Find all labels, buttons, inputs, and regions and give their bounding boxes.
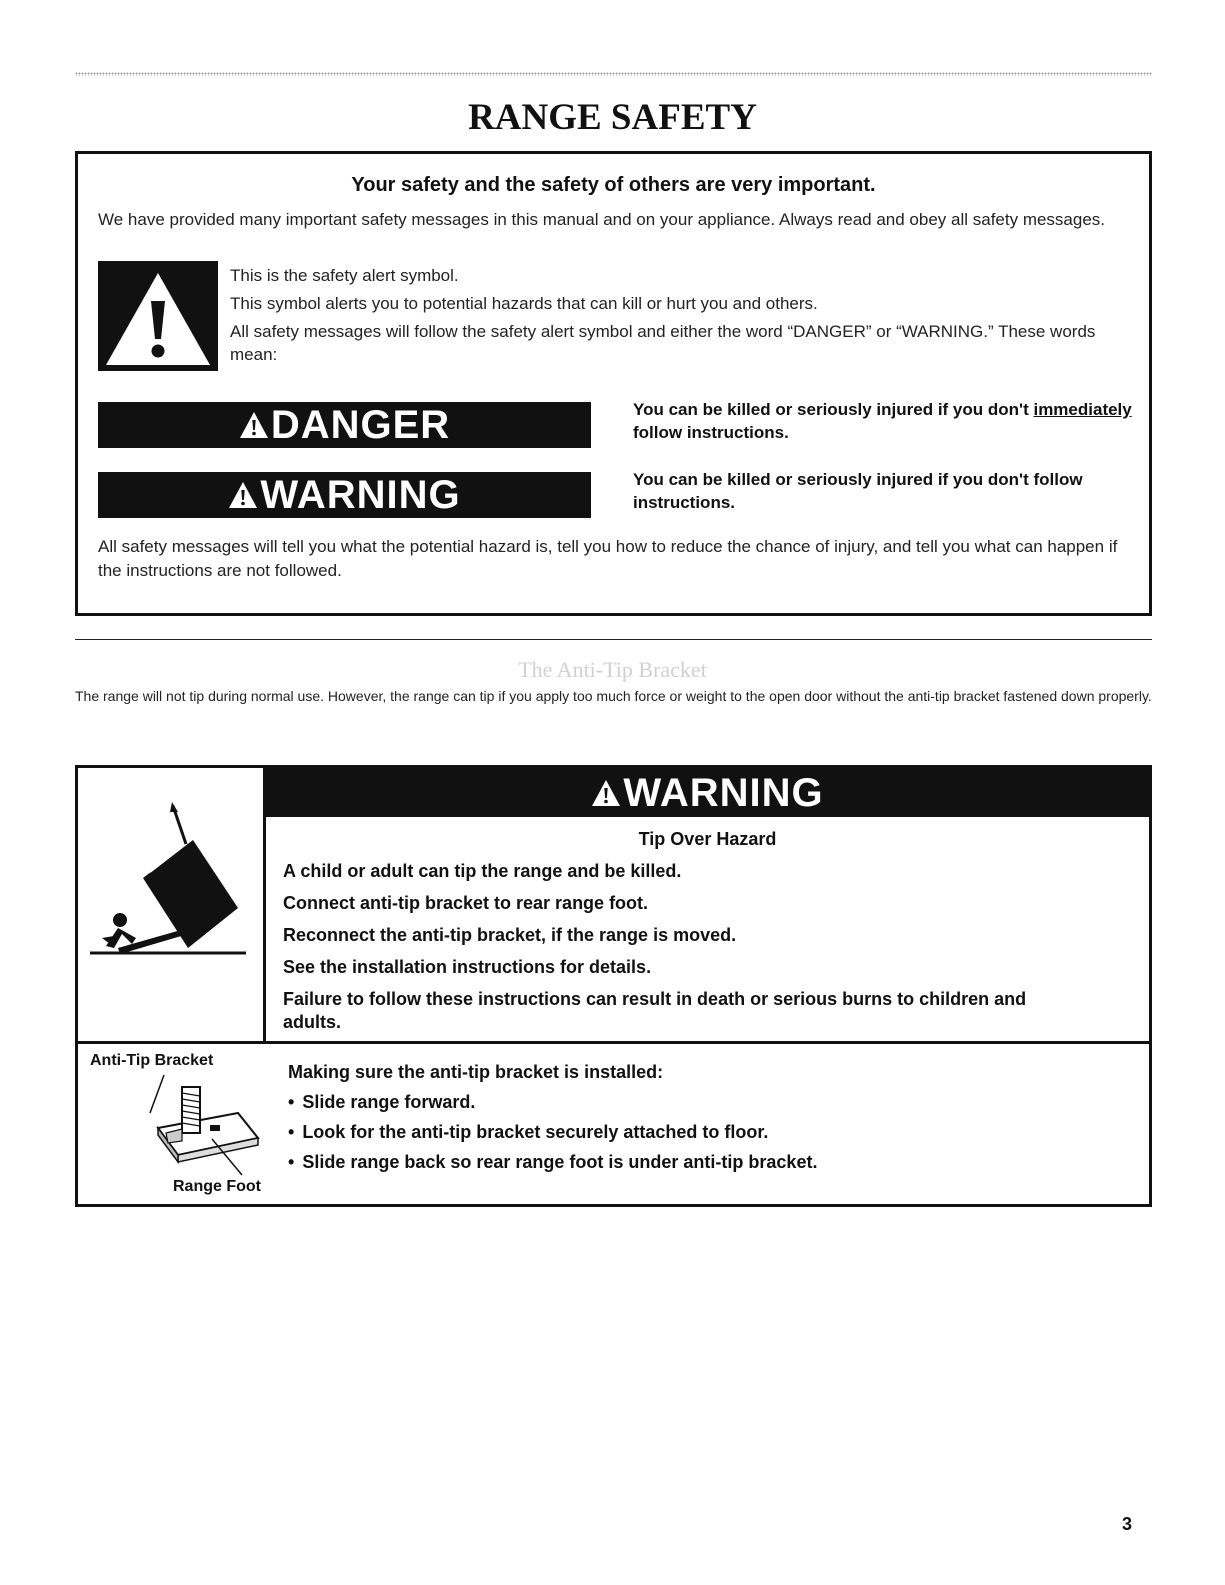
tip-over-illustration-panel (78, 768, 266, 1041)
underlined-word: immediately (1033, 400, 1132, 419)
page-number: 3 (1122, 1514, 1133, 1534)
install-check-list (288, 1091, 817, 1181)
anti-tip-bracket-icon (138, 1073, 268, 1178)
safety-alert-triangle-icon (98, 261, 218, 371)
list-item: • Look for the anti-tip bracket securely attached to floor. (288, 1121, 817, 1144)
warning-signal-word (591, 770, 823, 816)
tipping-range-child-icon (88, 798, 248, 968)
install-check-heading: Making sure the anti-tip bracket is installed: (288, 1062, 664, 1082)
hazard-title: Tip Over Hazard (638, 829, 777, 849)
hazard-line: Reconnect the anti-tip bracket, if the range is moved. (283, 925, 737, 945)
anti-tip-bracket-label: Anti-Tip Bracket (90, 1052, 214, 1069)
danger-signal-bar (98, 402, 591, 448)
safety-message-box (75, 151, 1152, 616)
warning-signal-word (228, 472, 460, 518)
hazard-line: See the installation instructions for details. (283, 957, 652, 977)
alert-triangle-icon (591, 779, 621, 807)
tip-over-warning-box (75, 765, 1152, 1207)
warning-box-divider (78, 1041, 1149, 1044)
danger-word: DANGER (270, 403, 451, 447)
hazard-line: Failure to follow these instructions can result in death or serious burns to children and adults. (283, 989, 1027, 1032)
safety-box-heading: Your safety and the safety of others are very important. (351, 174, 876, 196)
danger-signal-word (239, 402, 450, 448)
header-dotted-rule (75, 72, 1152, 76)
danger-definition: You can be killed or seriously injured if you don't immediately follow instructions. (633, 400, 1132, 442)
anti-tip-section-text: The range will not tip during normal use. However, the range can tip if you apply too much force or weight to the open door without the anti-tip bracket fastened down properly. (75, 688, 1152, 704)
list-item: • Slide range back so rear range foot is under anti-tip bracket. (288, 1151, 817, 1174)
alert-triangle-icon (239, 411, 269, 439)
hazard-line: Connect anti-tip bracket to rear range foot. (283, 893, 649, 913)
range-foot-label: Range Foot (173, 1178, 261, 1195)
warning-definition: You can be killed or seriously injured if you don't follow instructions. (633, 470, 1083, 512)
warning-signal-bar (98, 472, 591, 518)
list-item: • Slide range forward. (288, 1091, 817, 1114)
hazard-instructions (283, 860, 1083, 1043)
page-title: RANGE SAFETY (468, 97, 757, 138)
safety-closing-text: All safety messages will tell you what the potential hazard is, tell you how to reduce the chance of injury, and tell you what can happen if the instructions are not followed. (98, 537, 1118, 580)
hazard-line: A child or adult can tip the range and be killed. (283, 861, 682, 881)
anti-tip-section-title: The Anti-Tip Bracket (518, 657, 707, 682)
alert-triangle-icon (228, 481, 258, 509)
warning-word: WARNING (260, 473, 461, 517)
tip-over-warning-bar (266, 768, 1149, 817)
warning-word: WARNING (623, 770, 824, 815)
section-divider (75, 639, 1152, 640)
alert-line: All safety messages will follow the safety alert symbol and either the word “DANGER” or “WARNING.” These words mean: (230, 322, 1096, 364)
alert-line: This symbol alerts you to potential hazards that can kill or hurt you and others. (230, 294, 818, 313)
alert-symbol-explanation (230, 264, 1120, 371)
alert-line: This is the safety alert symbol. (230, 266, 459, 285)
safety-intro-text: We have provided many important safety messages in this manual and on your appliance. Always read and obey all safety messages. (98, 210, 1106, 229)
